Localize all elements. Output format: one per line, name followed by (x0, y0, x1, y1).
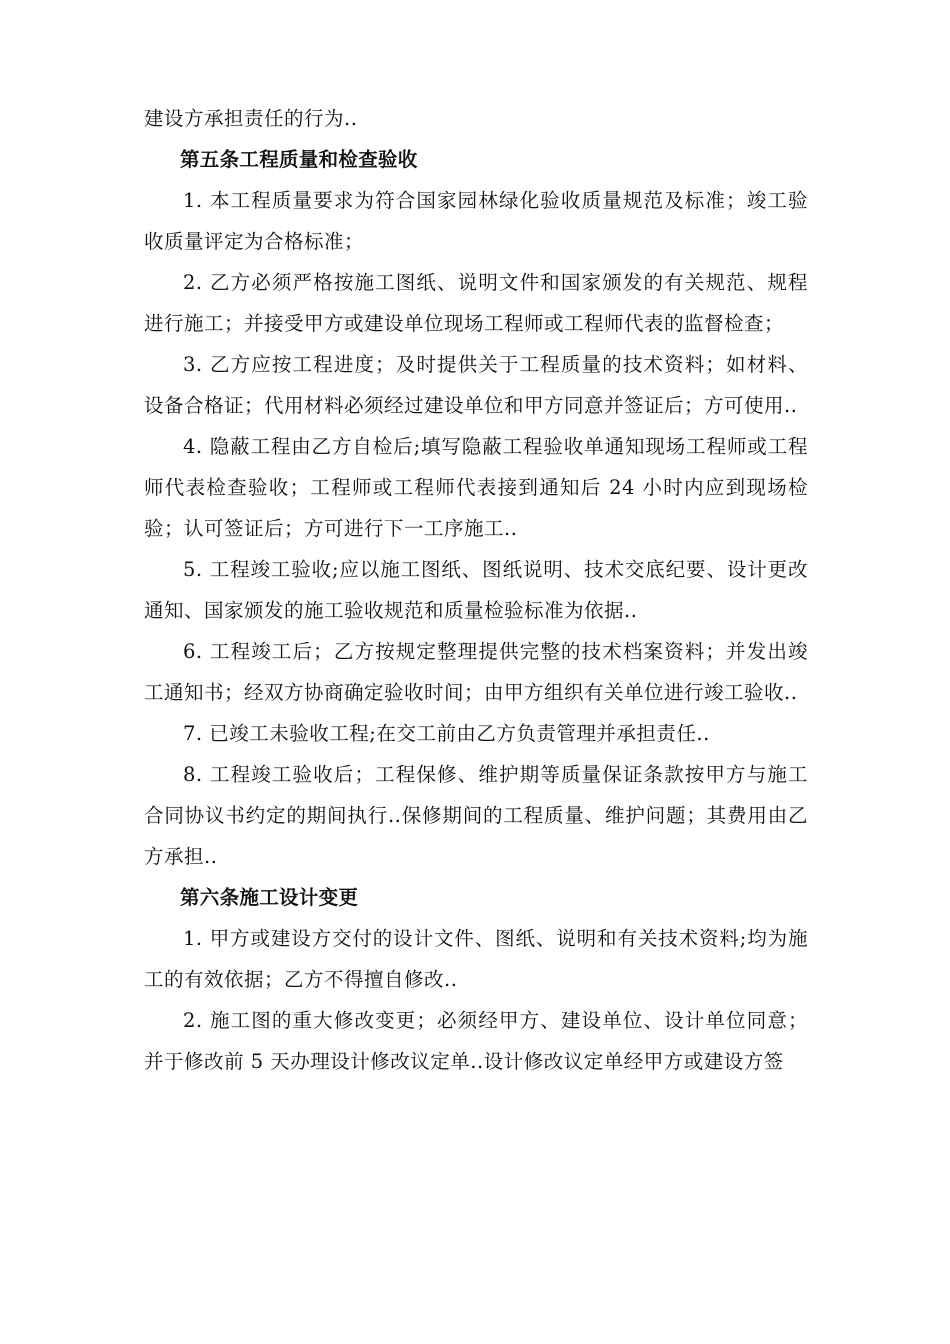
section-heading-article-6: 第六条施工设计变更 (180, 886, 359, 909)
list-item: 2. 施工图的重大修改变更；必须经甲方、建设单位、设计单位同意；并于修改前 5 天办理设计修改议定单..设计修改议定单经甲方或建设方签 (144, 1009, 808, 1073)
list-item: 2. 乙方必须严格按施工图纸、说明文件和国家颁发的有关规范、规程进行施工；并接受甲方或建设单位现场工程师或工程师代表的监督检查； (144, 271, 808, 335)
paragraph-continuation: 建设方承担责任的行为.. (144, 107, 358, 130)
list-item: 3. 乙方应按工程进度；及时提供关于工程质量的技术资料；如材料、设备合格证；代用材料必须经过建设单位和甲方同意并签证后；方可使用.. (144, 353, 808, 417)
list-item: 8. 工程竣工验收后；工程保修、维护期等质量保证条款按甲方与施工合同协议书约定的期间执行..保修期间的工程质量、维护问题；其费用由乙方承担.. (144, 763, 808, 868)
list-item: 1. 本工程质量要求为符合国家园林绿化验收质量规范及标准；竣工验收质量评定为合格标准； (144, 189, 808, 253)
list-item: 7. 已竣工未验收工程;在交工前由乙方负责管理并承担责任.. (183, 722, 710, 745)
section-heading-article-5: 第五条工程质量和检查验收 (180, 148, 418, 171)
list-item: 4. 隐蔽工程由乙方自检后;填写隐蔽工程验收单通知现场工程师或工程师代表检查验收；工程师或工程师代表接到通知后 24 小时内应到现场检验；认可签证后；方可进行下一工序施工.. (144, 435, 808, 540)
document-body (144, 98, 808, 1082)
list-item: 6. 工程竣工后；乙方按规定整理提供完整的技术档案资料；并发出竣工通知书；经双方协商确定验收时间；由甲方组织有关单位进行竣工验收.. (144, 640, 808, 704)
list-item: 1. 甲方或建设方交付的设计文件、图纸、说明和有关技术资料;均为施工的有效依据；乙方不得擅自修改.. (144, 927, 808, 991)
list-item: 5. 工程竣工验收;应以施工图纸、图纸说明、技术交底纪要、设计更改通知、国家颁发的施工验收规范和质量检验标准为依据.. (144, 558, 808, 622)
